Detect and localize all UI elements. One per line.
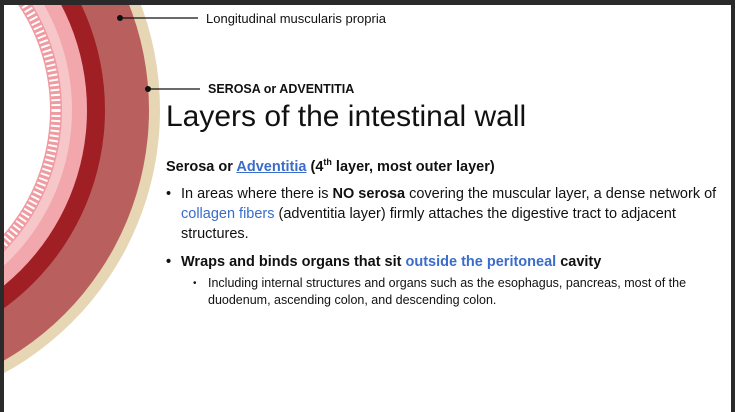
b1-blue: collagen fibers: [181, 206, 275, 222]
slide-title: Layers of the intestinal wall: [166, 100, 527, 133]
b1-part1: In areas where there is: [181, 186, 333, 202]
longitudinal-muscularis-label: Longitudinal muscularis propria: [206, 11, 386, 26]
right-frame-bar: [731, 0, 735, 412]
serosa-callout-dot: [145, 86, 151, 92]
heading-sup: th: [323, 157, 332, 167]
bullet-dot-icon: •: [193, 278, 197, 289]
heading-prefix: Serosa or: [166, 158, 237, 175]
b1-bold: NO serosa: [332, 186, 406, 202]
top-frame-bar: [0, 0, 735, 5]
b1-part2: covering the muscular layer, a dense network of: [405, 186, 717, 202]
heading-rest: layer, most outer layer): [331, 158, 495, 175]
longitudinal-callout-dot: [117, 15, 123, 21]
section-heading: [166, 157, 495, 175]
serosa-adventitia-label: SEROSA or ADVENTITIA: [208, 82, 355, 96]
bullet-item-adventitia: [166, 184, 726, 244]
left-frame-bar: [0, 0, 4, 412]
bullet-dot-icon: •: [166, 186, 172, 202]
bullet-text: [166, 184, 726, 244]
adventitia-link[interactable]: Adventitia: [236, 158, 307, 175]
b2-blue: outside the peritoneal: [405, 254, 557, 270]
sub-bullet-item: [193, 275, 718, 309]
b2-part1: Wraps and binds organs that sit: [181, 254, 406, 270]
b2-part2: cavity: [556, 254, 602, 270]
b1-part3: (adventitia layer) firmly attaches the digestive tract to adjacent structures.: [181, 206, 676, 242]
bullet-item-wraps: [166, 252, 726, 272]
bullet-text: [166, 252, 726, 272]
sub-bullet-text: Including internal structures and organs such as the esophagus, pancreas, most of the duodenum, ascending colon, and descending colon.: [208, 276, 687, 307]
heading-open: (4: [306, 158, 324, 175]
bullet-dot-icon: •: [166, 254, 172, 270]
